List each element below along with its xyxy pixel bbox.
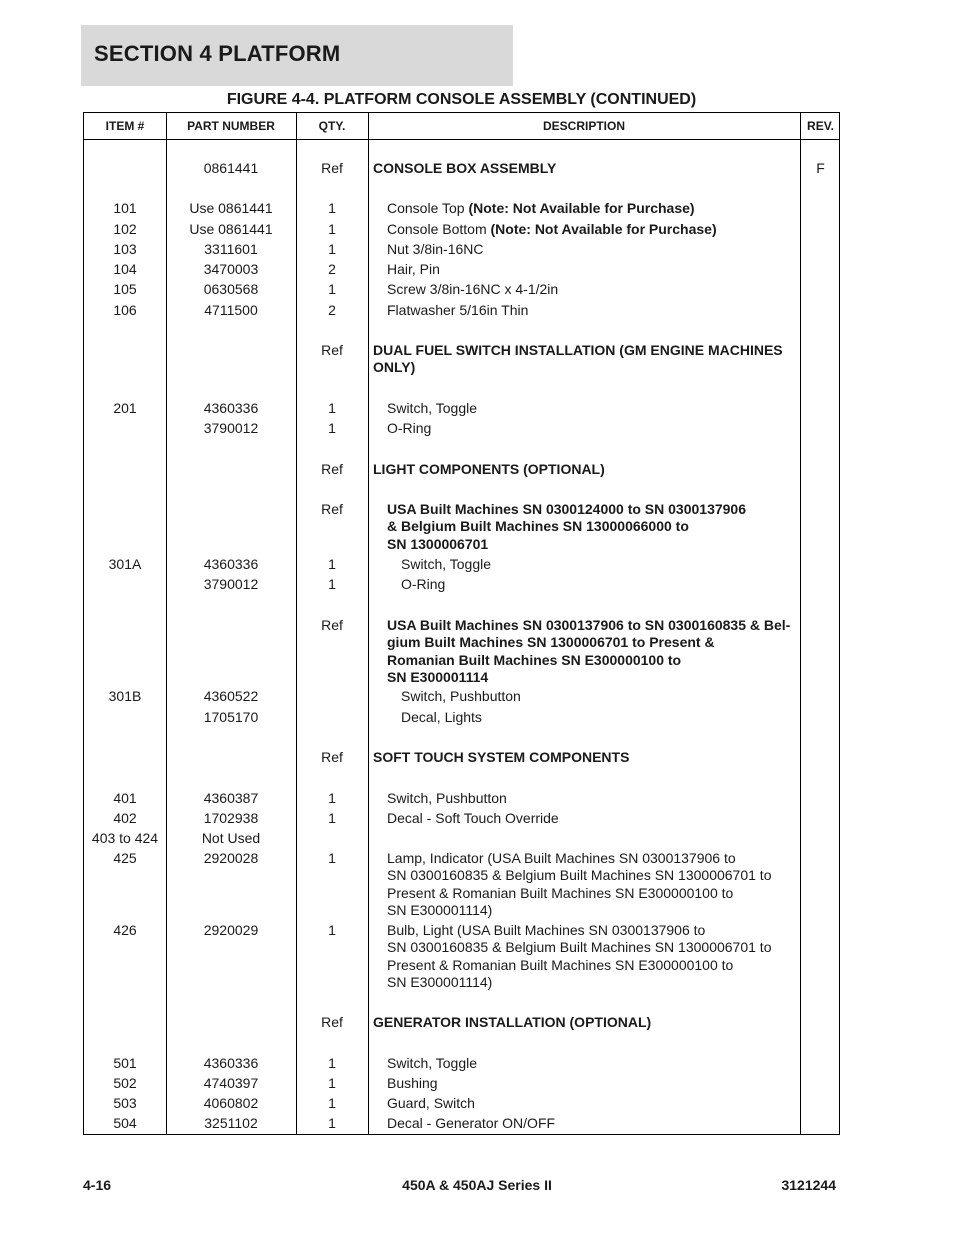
item-number: 503 (113, 1095, 137, 1111)
quantity: Ref (321, 749, 343, 765)
part-number: 3470003 (203, 261, 259, 277)
description-note: (Note: Not Available for Purchase) (468, 200, 695, 216)
description: Switch, Pushbutton (401, 688, 521, 704)
description: O-Ring (387, 420, 432, 436)
group-heading: CONSOLE BOX ASSEMBLY (373, 160, 557, 176)
part-number: 4740397 (203, 1075, 259, 1091)
quantity: 2 (328, 302, 336, 318)
part-number: 2920029 (203, 922, 259, 938)
description: Hair, Pin (387, 261, 440, 277)
quantity: 1 (328, 241, 336, 257)
document-number: 3121244 (781, 1177, 836, 1193)
item-number: 105 (113, 281, 137, 297)
part-number: 4360336 (203, 400, 259, 416)
description (368, 200, 800, 217)
description: Nut 3/8in-16NC (387, 241, 484, 257)
part-number: 3311601 (204, 241, 258, 257)
quantity: Ref (321, 160, 343, 176)
quantity: 1 (328, 200, 336, 216)
figure-title: FIGURE 4-4. PLATFORM CONSOLE ASSEMBLY (CONTINUED) (226, 91, 697, 108)
description: Switch, Toggle (387, 400, 478, 416)
description: Guard, Switch (387, 1095, 475, 1111)
item-number: 425 (113, 850, 137, 866)
quantity: 1 (328, 810, 336, 826)
description: Bushing (387, 1075, 438, 1091)
description: Decal - Generator ON/OFF (387, 1115, 556, 1131)
description: Decal - Soft Touch Override (387, 810, 559, 826)
part-number: Use 0861441 (189, 200, 273, 216)
item-number: 106 (113, 302, 137, 318)
header-part-number: PART NUMBER (187, 119, 275, 133)
quantity: 1 (328, 576, 336, 592)
description: Flatwasher 5/16in Thin (387, 302, 529, 318)
header-item: ITEM # (105, 119, 145, 133)
description: Switch, Toggle (387, 1055, 478, 1071)
group-heading: LIGHT COMPONENTS (OPTIONAL) (373, 461, 605, 477)
item-number: 101 (113, 200, 137, 216)
item-number: 201 (113, 400, 137, 416)
quantity: Ref (321, 501, 343, 517)
part-number: Use 0861441 (189, 221, 273, 237)
quantity: 1 (328, 221, 336, 237)
item-number: 402 (113, 810, 137, 826)
part-number: 3251102 (204, 1115, 258, 1131)
header-divider (84, 139, 839, 140)
part-number: 3790012 (203, 420, 259, 436)
part-number: 4360387 (203, 790, 259, 806)
quantity: 1 (328, 850, 336, 866)
section-header (81, 25, 513, 86)
item-number: 426 (113, 922, 137, 938)
page-number: 4-16 (83, 1177, 112, 1193)
quantity: 1 (328, 1075, 336, 1091)
part-number: Not Used (201, 830, 261, 846)
quantity: 1 (328, 922, 336, 938)
item-number: 501 (113, 1055, 137, 1071)
part-number: 1705170 (203, 709, 259, 725)
description-note: (Note: Not Available for Purchase) (490, 221, 717, 237)
description-text: Console Top (387, 200, 469, 216)
quantity: Ref (321, 617, 343, 633)
parts-table (83, 112, 840, 1135)
description: Screw 3/8in-16NC x 4-1/2in (387, 281, 559, 297)
part-number: 1702938 (203, 810, 259, 826)
quantity: 2 (328, 261, 336, 277)
description: Switch, Toggle (401, 556, 492, 572)
header-description: DESCRIPTION (542, 119, 625, 133)
description: Bulb, Light (USA Built Machines SN 0300137906 to SN 0300160835 & Belgium Built Machines SN 1300006701 to Present & Romanian Built Machines SN E300000100 to SN E300001114) (387, 922, 772, 990)
item-number: 504 (113, 1115, 137, 1131)
part-number: 4360336 (203, 556, 259, 572)
item-number: 301B (108, 688, 142, 704)
quantity: 1 (328, 790, 336, 806)
item-number: 403 to 424 (91, 830, 159, 846)
description (368, 221, 800, 238)
quantity: Ref (321, 1014, 343, 1030)
part-number: 0861441 (203, 160, 259, 176)
group-heading: GENERATOR INSTALLATION (OPTIONAL) (373, 1014, 652, 1030)
group-heading: SOFT TOUCH SYSTEM COMPONENTS (373, 749, 630, 765)
quantity: Ref (321, 461, 343, 477)
description: Switch, Pushbutton (387, 790, 507, 806)
header-qty: QTY. (318, 119, 346, 133)
item-number: 401 (113, 790, 137, 806)
part-number: 4060802 (203, 1095, 259, 1111)
quantity: 1 (328, 1115, 336, 1131)
quantity: 1 (328, 1055, 336, 1071)
column-divider (800, 113, 801, 1134)
group-heading: DUAL FUEL SWITCH INSTALLATION (GM ENGINE MACHINES ONLY) (373, 342, 783, 376)
quantity: 1 (328, 400, 336, 416)
section-title: SECTION 4 PLATFORM (94, 41, 341, 66)
part-number: 4711500 (204, 302, 258, 318)
part-number: 0630568 (203, 281, 259, 297)
part-number: 2920028 (203, 850, 259, 866)
description: O-Ring (401, 576, 446, 592)
item-number: 102 (113, 221, 137, 237)
revision: F (816, 160, 825, 176)
item-number: 104 (113, 261, 137, 277)
item-number: 103 (113, 241, 137, 257)
subgroup-heading: USA Built Machines SN 0300124000 to SN 0300137906 & Belgium Built Machines SN 13000066000 to SN 1300006701 (387, 501, 747, 552)
item-number: 301A (108, 556, 142, 572)
quantity: Ref (321, 342, 343, 358)
quantity: 1 (328, 556, 336, 572)
description-text: Console Bottom (387, 221, 491, 237)
quantity: 1 (328, 1095, 336, 1111)
quantity: 1 (328, 420, 336, 436)
part-number: 4360522 (203, 688, 259, 704)
part-number: 3790012 (203, 576, 259, 592)
description: Lamp, Indicator (USA Built Machines SN 0300137906 to SN 0300160835 & Belgium Built Machines SN 1300006701 to Present & Romanian Built Machines SN E300000100 to SN E300001114) (387, 850, 772, 918)
part-number: 4360336 (203, 1055, 259, 1071)
model-name: 450A & 450AJ Series II (402, 1177, 552, 1193)
subgroup-heading: USA Built Machines SN 0300137906 to SN 0300160835 & Bel- gium Built Machines SN 1300006701 to Present & Romanian Built Machines SN E300000100 to SN E300001114 (387, 617, 791, 685)
item-number: 502 (113, 1075, 137, 1091)
header-rev: REV. (807, 119, 834, 133)
quantity: 1 (328, 281, 336, 297)
description: Decal, Lights (401, 709, 482, 725)
